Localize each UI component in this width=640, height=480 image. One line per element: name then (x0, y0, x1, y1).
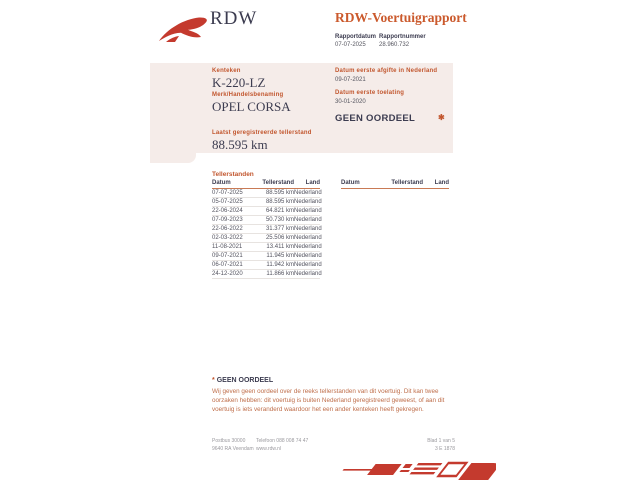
rdw-wordmark: RDW (210, 8, 258, 29)
table-header-row (212, 180, 320, 189)
land-cell: Nederland (294, 235, 322, 241)
table-row (212, 243, 320, 252)
footer-page-info (395, 437, 455, 453)
land-header: Land (294, 180, 320, 189)
note-title (212, 377, 273, 384)
verdict-asterisk-icon: ✱ (438, 113, 445, 122)
note-title-text: GEEN OORDEEL (216, 377, 274, 384)
datum-cell: 09-07-2021 (212, 252, 256, 261)
table-row (212, 225, 320, 234)
footer-contact (256, 437, 308, 453)
tellerstand-cell: 88.595 km (256, 198, 294, 207)
rdw-stripes-decoration-icon (338, 461, 496, 480)
footer-website: www.rdw.nl (256, 446, 282, 452)
tellerstand-cell: 11.945 km (256, 252, 294, 261)
table-header-row (341, 180, 449, 189)
rdw-flag-logo-icon (158, 11, 208, 43)
tellerstand-cell: 64.821 km (256, 207, 294, 216)
datum-cell: 11-08-2021 (212, 243, 256, 252)
report-number-label: Rapportnummer (379, 34, 426, 40)
tellerstand-cell: 25.506 km (256, 234, 294, 243)
laatste-tellerstand-label: Laatst geregistreerde tellerstand (212, 130, 312, 136)
datum-cell: 05-07-2025 (212, 198, 256, 207)
datum-header: Datum (341, 180, 385, 189)
datum-cell: 02-03-2022 (212, 234, 256, 243)
land-header: Land (423, 180, 449, 189)
table-row (212, 261, 320, 270)
land-cell: Nederland (294, 253, 322, 259)
tellerstand-cell: 11.866 km (256, 270, 294, 279)
footer-address-line2: 9640 RA Veendam (212, 446, 254, 452)
tellerstand-cell: 31.377 km (256, 225, 294, 234)
datum-header: Datum (212, 180, 256, 189)
datum-cell: 24-12-2020 (212, 270, 256, 279)
afgifte-label: Datum eerste afgifte in Nederland (335, 68, 438, 74)
table-row (212, 198, 320, 207)
merk-label: Merk/Handelsbenaming (212, 92, 284, 98)
tellerstanden-table-empty (341, 180, 449, 189)
table-row (212, 216, 320, 225)
datum-cell: 22-06-2024 (212, 207, 256, 216)
tellerstand-header: Tellerstand (385, 180, 423, 189)
footer-address (212, 437, 254, 453)
report-date-block (335, 34, 376, 48)
report-number-block (379, 34, 426, 48)
laatste-tellerstand-value: 88.595 km (212, 137, 268, 152)
table-row (212, 252, 320, 261)
datum-cell: 07-07-2025 (212, 189, 256, 198)
tellerstand-header: Tellerstand (256, 180, 294, 189)
note-asterisk-icon: * (212, 377, 215, 384)
toelating-value: 30-01-2020 (335, 99, 366, 105)
table-row (212, 207, 320, 216)
footer-form-code: 3 E 1878 (434, 446, 455, 452)
merk-value: OPEL CORSA (212, 99, 291, 114)
tellerstand-cell: 13.411 km (256, 243, 294, 252)
datum-cell: 07-09-2023 (212, 216, 256, 225)
report-number-value: 28.960.732 (379, 42, 410, 48)
tellerstand-cell: 88.595 km (256, 189, 294, 198)
land-cell: Nederland (294, 199, 322, 205)
land-cell: Nederland (294, 244, 322, 250)
datum-cell: 22-06-2022 (212, 225, 256, 234)
table-row (212, 270, 320, 279)
kenteken-value: K-220-LZ (212, 75, 266, 90)
report-date-value: 07-07-2025 (335, 42, 366, 48)
tellerstand-cell: 50.730 km (256, 216, 294, 225)
footer-page-number: Blad 1 van 5 (427, 438, 455, 444)
land-cell: Nederland (294, 262, 322, 268)
document-title: RDW-Voertuigrapport (335, 10, 467, 25)
tellerstanden-section-title: Tellerstanden (212, 171, 254, 178)
tellerstand-cell: 11.942 km (256, 261, 294, 270)
note-body: Wij geven geen oordeel over de reeks tellerstanden van dit voertuig. Dit kan twee oorzaken hebben: dit voertuig is buiten Nederland geregistreerd geweest, of aan dit voertuig is iets veranderd waardoor het een ander kenteken heeft gekregen. (212, 388, 445, 413)
land-cell: Nederland (294, 217, 322, 223)
datum-cell: 06-07-2021 (212, 261, 256, 270)
land-cell: Nederland (294, 226, 322, 232)
tellerstanden-table-body (212, 189, 320, 279)
summary-box (150, 63, 453, 153)
land-cell: Nederland (294, 208, 322, 214)
land-cell: Nederland (294, 190, 322, 196)
table-row (212, 234, 320, 243)
land-cell: Nederland (294, 271, 322, 277)
afgifte-value: 09-07-2021 (335, 77, 366, 83)
footer-address-line1: Postbus 30000 (212, 438, 246, 444)
tellerstanden-table (212, 180, 320, 279)
toelating-label: Datum eerste toelating (335, 90, 405, 96)
summary-box-tab (150, 153, 196, 163)
verdict-text: GEEN OORDEEL (335, 113, 416, 124)
kenteken-label: Kenteken (212, 68, 241, 74)
footer-phone: Telefoon 088 008 74 47 (256, 438, 309, 444)
table-row (212, 189, 320, 198)
report-date-label: Rapportdatum (335, 34, 376, 40)
